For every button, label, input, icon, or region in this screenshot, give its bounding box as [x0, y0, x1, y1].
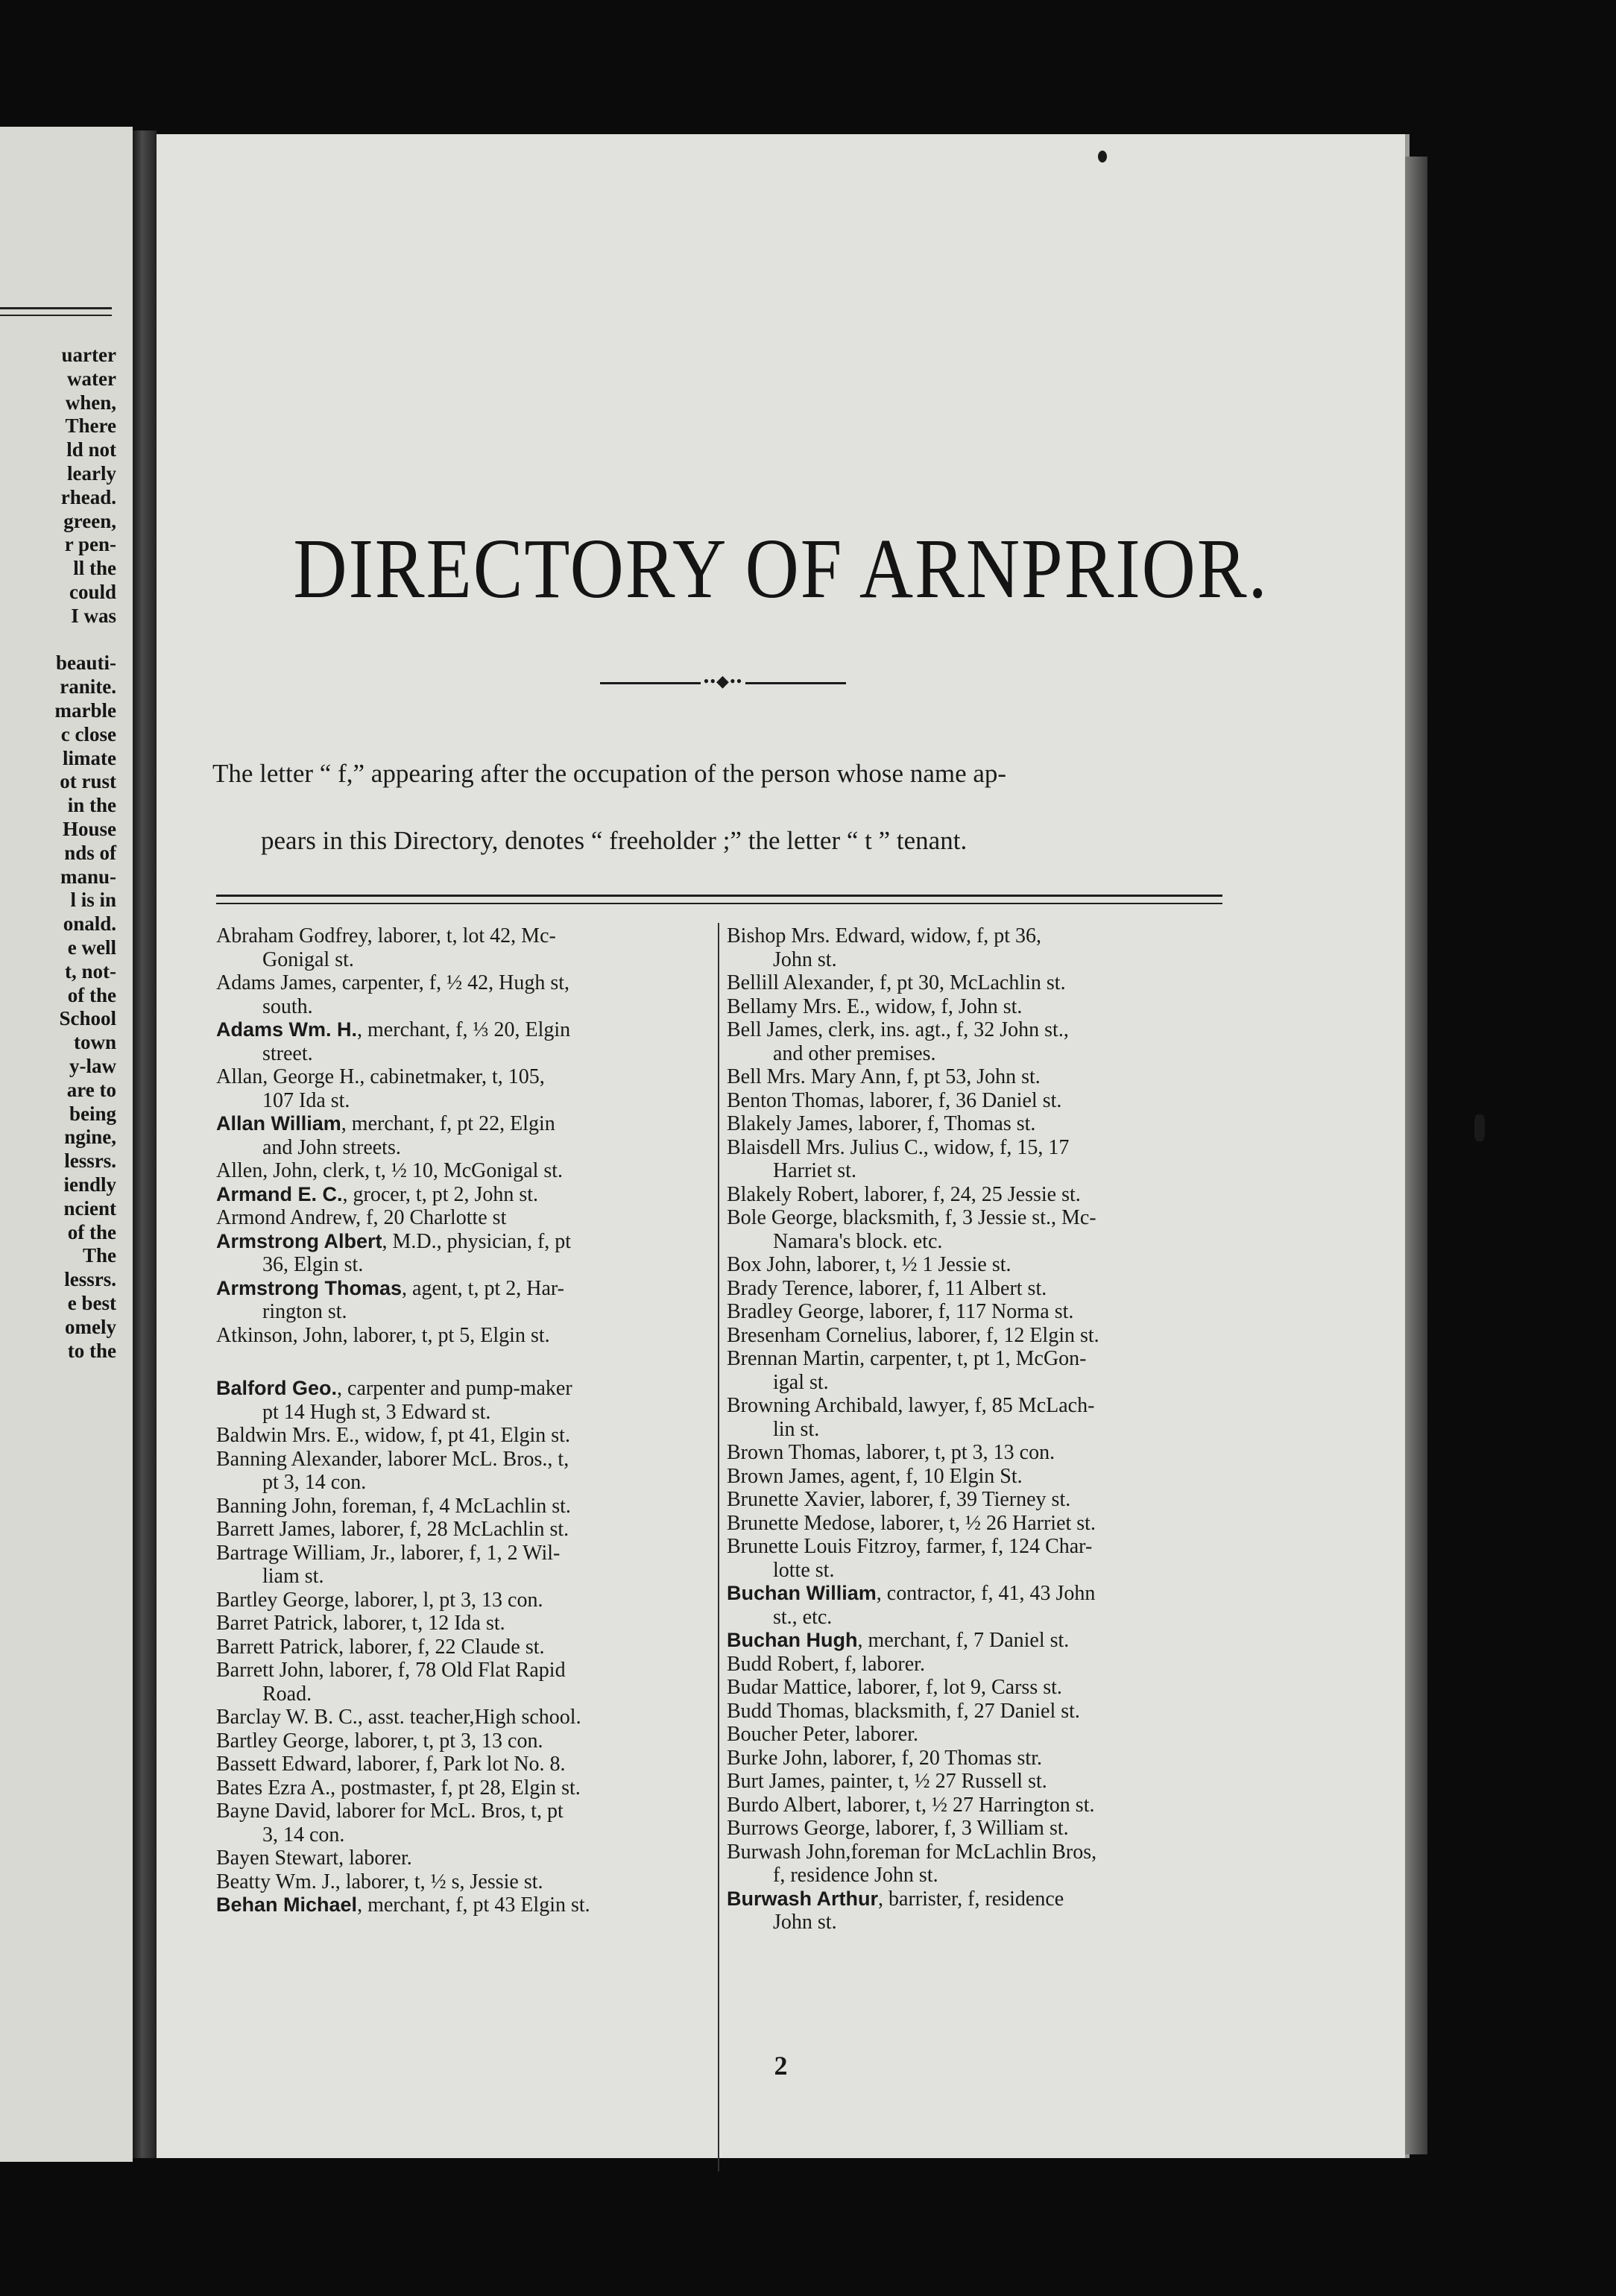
adjacent-page-line: ncient [63, 1196, 116, 1220]
directory-entry [727, 1183, 1226, 1207]
entry-name: Budd Robert [727, 1652, 834, 1676]
entry-continuation: lin st. [773, 1417, 820, 1441]
directory-entry [727, 1347, 1226, 1394]
directory-entry [727, 1841, 1226, 1887]
directory-entry [216, 1659, 716, 1706]
adjacent-page-line: manu- [60, 865, 116, 888]
entry-name: Allen, John [216, 1159, 313, 1182]
adjacent-page-line: t, not- [65, 959, 116, 983]
directory-entry [727, 1629, 1226, 1653]
entry-name: Burt James [727, 1770, 821, 1793]
entry-name: Bell Mrs. Mary Ann [727, 1065, 897, 1088]
directory-entry [216, 1612, 716, 1636]
entry-details: , f, pt 30, McLachlin st. [868, 971, 1066, 994]
directory-entry [216, 1729, 716, 1753]
directory-entry [727, 1770, 1226, 1794]
entry-details: , laborer for McL. Bros, t, pt [325, 1800, 564, 1823]
adjacent-page-line: ranite. [60, 675, 116, 698]
entry-details: , grocer, t, pt 2, John st. [342, 1182, 539, 1206]
adjacent-page-line: ot rust [60, 770, 116, 793]
entry-details: , laborer, t, ½ 27 Harrington st. [836, 1793, 1095, 1817]
directory-entry [727, 1065, 1226, 1089]
entry-spacer [216, 1347, 716, 1377]
entry-name: Brown Thomas [727, 1441, 856, 1464]
directory-entry [727, 1253, 1226, 1277]
ink-speck [1098, 151, 1107, 163]
section-divider [216, 895, 1222, 904]
directory-entry [727, 1582, 1226, 1629]
directory-entry [727, 924, 1226, 971]
adjacent-page-line: y-law [69, 1055, 116, 1077]
directory-entry [727, 1441, 1226, 1465]
adjacent-page-line: water [67, 367, 116, 390]
entry-name: Armstrong Thomas [216, 1276, 403, 1299]
entry-name: Bellill Alexander [727, 971, 869, 994]
entry-continuation: south. [262, 994, 313, 1018]
entry-details: , laborer, f, lot 9, Carss st. [846, 1676, 1062, 1699]
directory-entry [216, 1589, 716, 1612]
directory-entry [727, 1723, 1226, 1747]
entry-name: Budd Thomas [727, 1699, 845, 1723]
entry-name: Brunette Medose [727, 1511, 871, 1535]
entry-name: Benton Thomas [727, 1088, 859, 1112]
entry-details: , blacksmith, f, 3 Jessie st., Mc- [832, 1206, 1096, 1229]
title-ornament: ••◆•• [600, 678, 846, 689]
directory-entry [727, 1747, 1226, 1770]
adjacent-page-line: onald. [63, 912, 116, 936]
directory-entry [727, 995, 1226, 1019]
entry-details: , laborer, f, 22 Claude st. [338, 1635, 545, 1659]
entry-details: , laborer. [338, 1846, 412, 1870]
entry-name: Barrett Patrick [216, 1635, 339, 1659]
entry-continuation: 36, Elgin st. [262, 1253, 364, 1276]
adjacent-page-line: green, [63, 509, 116, 532]
directory-entry [216, 924, 716, 971]
entry-details: , laborer McL. Bros., t, [376, 1447, 569, 1471]
entry-continuation: lotte st. [773, 1558, 835, 1582]
adjacent-page-line: ld not [66, 438, 116, 461]
entry-details: , cabinetmaker, t, 105, [359, 1065, 545, 1088]
directory-column-right [727, 924, 1226, 1934]
entry-name: Barclay W. B. C. [216, 1706, 358, 1729]
adjacent-page-line: beauti- [56, 652, 116, 675]
adjacent-page-line: ll the [73, 557, 116, 580]
directory-entry [216, 1776, 716, 1800]
directory-entry [727, 1206, 1226, 1253]
entry-continuation: and other premises. [773, 1041, 936, 1065]
directory-entry [216, 1324, 716, 1348]
directory-entry [216, 1800, 716, 1846]
adjacent-page-line: rhead. [60, 485, 116, 508]
entry-details: , agent, t, pt 2, Har- [402, 1276, 564, 1300]
directory-entry [216, 1706, 716, 1729]
entry-details: , agent, f, 10 Elgin St. [839, 1464, 1023, 1488]
entry-name: Banning Alexander [216, 1447, 377, 1471]
entry-details: , widow, f, pt 41, Elgin st. [354, 1424, 570, 1447]
entry-continuation: Namara's block. etc. [773, 1229, 943, 1253]
directory-entry [727, 1300, 1226, 1324]
entry-details: , laborer, f, 117 Norma st. [859, 1300, 1074, 1323]
adjacent-page-line: r pen- [64, 533, 116, 556]
adjacent-page-line: omely [65, 1315, 116, 1338]
entry-details: , laborer, t, ½ 26 Harriet st. [870, 1511, 1096, 1535]
entry-name: Barrett John [216, 1659, 319, 1682]
directory-entry [216, 1230, 716, 1277]
entry-name: Burwash John [727, 1840, 846, 1864]
entry-name: Behan Michael [216, 1893, 358, 1916]
entry-name: Beatty Wm. J. [216, 1870, 335, 1893]
entry-details: , f, 20 Charlotte st [356, 1206, 507, 1229]
entry-details: , carpenter and pump-maker [337, 1377, 572, 1400]
entry-continuation: pt 3, 14 con. [262, 1471, 367, 1494]
adjacent-page-rule [0, 307, 112, 316]
entry-name: Bell James [727, 1018, 818, 1041]
entry-name: Burke John [727, 1746, 823, 1770]
entry-name: Brady Terence [727, 1276, 849, 1300]
adjacent-page-line: e well [67, 936, 116, 959]
entry-name: Armand E. C. [216, 1182, 343, 1205]
adjacent-page-line: e best [67, 1292, 116, 1314]
adjacent-page-line: House [62, 818, 116, 840]
entry-name: Buchan William [727, 1582, 877, 1604]
entry-continuation: liam st. [262, 1565, 324, 1588]
entry-details: , widow, f, John st. [865, 994, 1023, 1018]
entry-name: Allan William [216, 1112, 341, 1135]
entry-details: , clerk, ins. agt., f, 32 John st., [818, 1018, 1069, 1041]
entry-continuation: and John streets. [262, 1135, 401, 1159]
entry-name: Box John [727, 1253, 807, 1276]
adjacent-page-line: uarter [61, 344, 116, 366]
directory-entry [216, 1542, 716, 1589]
entry-details: , merchant, f, pt 22, Elgin [341, 1112, 555, 1135]
adjacent-page-line: lessrs. [64, 1268, 116, 1291]
entry-name: Buchan Hugh [727, 1629, 858, 1651]
column-divider [718, 923, 719, 2172]
adjacent-page-line: lessrs. [64, 1149, 116, 1173]
entry-name: Balford Geo. [216, 1377, 338, 1399]
entry-details: , laborer, f, 11 Albert st. [848, 1276, 1047, 1300]
entry-name: Burdo Albert [727, 1793, 836, 1817]
page-edge [1405, 157, 1427, 2154]
adjacent-page-line: being [69, 1102, 116, 1125]
entry-details: , laborer, f, Park lot No. 8. [346, 1753, 566, 1776]
entry-details: , laborer, f, 24, 25 Jessie st. [853, 1182, 1081, 1206]
entry-details: , merchant, f, 7 Daniel st. [857, 1629, 1070, 1652]
entry-continuation: street. [262, 1041, 313, 1065]
adjacent-page-line: The [82, 1244, 116, 1267]
entry-details: , farmer, f, 124 Char- [915, 1535, 1093, 1558]
adjacent-page-line: town [73, 1031, 116, 1054]
entry-name: Blaisdell Mrs. Julius C. [727, 1135, 924, 1159]
entry-name: Boucher Peter [727, 1723, 845, 1746]
directory-entry [727, 1653, 1226, 1677]
entry-details: , laborer, t, pt 3, 13 con. [344, 1729, 543, 1753]
entry-name: Bellamy Mrs. E. [727, 994, 865, 1018]
entry-details: , laborer, f, 36 Daniel st. [859, 1088, 1062, 1112]
adjacent-page-line: ngine, [64, 1126, 116, 1149]
entry-details: ,foreman for McLachlin Bros, [845, 1840, 1097, 1864]
legend-note-line-2: pears in this Directory, denotes “ freeholder ;” the letter “ t ” tenant. [261, 826, 968, 855]
directory-entry [727, 1089, 1226, 1113]
entry-details: , clerk, t, ½ 10, McGonigal st. [312, 1159, 564, 1182]
directory-entry [727, 1136, 1226, 1183]
entry-details: , M.D., physician, f, pt [382, 1229, 572, 1253]
entry-details: , laborer, f, 3 William st. [865, 1817, 1069, 1840]
entry-name: Abraham Godfrey [216, 924, 367, 947]
directory-entry [216, 1636, 716, 1659]
entry-details: , lawyer, f, 85 McLach- [897, 1394, 1095, 1417]
entry-name: Barrett James [216, 1518, 331, 1541]
entry-details: , postmaster, f, pt 28, Elgin st. [330, 1776, 581, 1800]
entry-details: , laborer, f, 28 McLachlin st. [330, 1518, 569, 1541]
directory-entry [727, 1465, 1226, 1489]
entry-details: , painter, t, ½ 27 Russell st. [820, 1770, 1047, 1793]
entry-details: , laborer. [845, 1723, 919, 1746]
entry-continuation: pt 14 Hugh st, 3 Edward st. [262, 1400, 491, 1424]
adjacent-page-line: of the [67, 1220, 116, 1243]
entry-continuation: 3, 14 con. [262, 1823, 345, 1846]
entry-name: Bresenham Cornelius [727, 1323, 907, 1347]
directory-entry [216, 1206, 716, 1230]
directory-entry [727, 1817, 1226, 1841]
entry-details: , barrister, f, residence [878, 1887, 1064, 1911]
entry-details: , laborer, t, 12 Ida st. [332, 1612, 505, 1635]
directory-entry [216, 1112, 716, 1159]
entry-details: , laborer, t, ½ 1 Jessie st. [806, 1253, 1011, 1276]
directory-entry [727, 1794, 1226, 1817]
directory-entry [216, 1893, 716, 1917]
entry-details: , f, laborer. [833, 1652, 925, 1676]
entry-name: Browning Archibald [727, 1394, 898, 1417]
entry-name: Atkinson, John [216, 1323, 343, 1347]
entry-name: Brown James [727, 1464, 840, 1488]
entry-name: Budar Mattice [727, 1676, 847, 1699]
directory-entry [216, 971, 716, 1018]
entry-name: Bassett Edward [216, 1753, 347, 1776]
adjacent-page-line: are to [66, 1078, 116, 1101]
entry-name: Brennan Martin [727, 1347, 860, 1370]
entry-continuation: rington st. [262, 1300, 347, 1323]
entry-name: Adams James [216, 971, 332, 994]
adjacent-page-line: in the [67, 794, 116, 817]
entry-name: Bayne David [216, 1800, 326, 1823]
entry-continuation: igal st. [773, 1370, 829, 1394]
entry-details: , laborer, l, pt 3, 13 con. [344, 1588, 543, 1612]
entry-name: Baldwin Mrs. E. [216, 1424, 355, 1447]
entry-name: Blakely James [727, 1112, 848, 1135]
entry-name: Armond Andrew [216, 1206, 356, 1229]
entry-details: , foreman, f, 4 McLachlin st. [331, 1494, 571, 1518]
entry-continuation: Harriet st. [773, 1159, 856, 1182]
directory-entry [727, 1112, 1226, 1136]
entry-details: , laborer, f, 20 Thomas str. [822, 1746, 1042, 1770]
entry-continuation: f, residence John st. [773, 1864, 938, 1887]
directory-entry [727, 1394, 1226, 1441]
directory-entry [216, 1753, 716, 1776]
directory-entry [727, 1324, 1226, 1348]
directory-entry [216, 1495, 716, 1518]
entry-name: Bradley George [727, 1300, 859, 1323]
entry-details: , laborer, t, ½ s, Jessie st. [335, 1870, 543, 1893]
entry-details: , laborer, f, 1, 2 Wil- [390, 1541, 561, 1565]
entry-details: , widow, f, pt 36, [900, 924, 1042, 947]
entry-details: , carpenter, t, pt 1, McGon- [859, 1347, 1087, 1370]
entry-name: Bole George [727, 1206, 833, 1229]
directory-entry [216, 1065, 716, 1112]
entry-details: , laborer, t, pt 3, 13 con. [855, 1441, 1055, 1464]
page-title: DIRECTORY OF ARNPRIOR. [293, 520, 1269, 616]
entry-name: Banning John [216, 1494, 332, 1518]
adjacent-page-fragment [0, 127, 133, 2162]
entry-continuation: Gonigal st. [262, 947, 354, 971]
entry-name: Burwash Arthur [727, 1887, 879, 1910]
adjacent-page-line: could [69, 581, 116, 603]
entry-name: Brunette Xavier [727, 1488, 860, 1511]
directory-page [157, 134, 1405, 2158]
adjacent-page-line: limate [63, 746, 116, 769]
entry-details: , laborer, t, lot 42, Mc- [367, 924, 556, 947]
directory-entry [216, 1870, 716, 1894]
entry-name: Brunette Louis Fitzroy [727, 1535, 916, 1558]
directory-entry [216, 1846, 716, 1870]
directory-entry [727, 1887, 1226, 1934]
adjacent-page-line: c close [60, 722, 116, 745]
directory-column-left [216, 924, 716, 1917]
page-number: 2 [774, 2051, 788, 2081]
entry-details: , merchant, f, ⅓ 20, Elgin [357, 1018, 571, 1041]
directory-entry [727, 1700, 1226, 1723]
entry-name: Allan, George H. [216, 1065, 360, 1088]
directory-entry [216, 1448, 716, 1495]
adjacent-page-line: I was [71, 604, 116, 627]
directory-entry [727, 1488, 1226, 1512]
entry-name: Bartrage William, Jr. [216, 1541, 391, 1565]
adjacent-page-line: to the [67, 1339, 116, 1362]
adjacent-page-line: l is in [70, 889, 116, 912]
entry-details: , laborer, f, Thomas st. [848, 1112, 1036, 1135]
entry-continuation: Road. [262, 1682, 312, 1706]
directory-entry [216, 1518, 716, 1542]
directory-entry [216, 1018, 716, 1065]
entry-details: , f, pt 53, John st. [896, 1065, 1041, 1088]
directory-entry [727, 1512, 1226, 1536]
entry-details: , contractor, f, 41, 43 John [876, 1582, 1096, 1605]
adjacent-page-line: iendly [63, 1173, 116, 1196]
adjacent-page-line: when, [65, 391, 116, 414]
entry-name: Armstrong Albert [216, 1229, 382, 1252]
entry-details: , laborer, f, 39 Tierney st. [859, 1488, 1071, 1511]
entry-details: , widow, f, 15, 17 [923, 1135, 1070, 1159]
entry-name: Burrows George [727, 1817, 865, 1840]
entry-name: Blakely Robert [727, 1182, 854, 1206]
directory-entry [216, 1277, 716, 1324]
entry-details: , blacksmith, f, 27 Daniel st. [844, 1699, 1080, 1723]
entry-details: , asst. teacher,High school. [357, 1706, 581, 1729]
entry-continuation: 107 Ida st. [262, 1088, 350, 1112]
entry-name: Adams Wm. H. [216, 1018, 358, 1041]
directory-entry [216, 1424, 716, 1448]
entry-name: Bishop Mrs. Edward [727, 924, 900, 947]
entry-continuation: John st. [773, 1911, 837, 1934]
adjacent-page-line: marble [54, 699, 116, 722]
entry-details: , laborer, t, pt 5, Elgin st. [342, 1323, 550, 1347]
ink-speck [1474, 1114, 1485, 1141]
directory-entry [216, 1159, 716, 1183]
entry-details: , carpenter, f, ½ 42, Hugh st, [331, 971, 570, 994]
book-gutter [133, 130, 157, 2158]
directory-entry [727, 971, 1226, 995]
entry-details: , laborer, f, 12 Elgin st. [906, 1323, 1099, 1347]
entry-details: , merchant, f, pt 43 Elgin st. [357, 1893, 590, 1917]
directory-entry [727, 1535, 1226, 1582]
adjacent-page-line: of the [67, 983, 116, 1006]
adjacent-page-line: learly [67, 462, 116, 485]
adjacent-page-line: There [65, 414, 116, 438]
adjacent-page-line: nds of [64, 841, 116, 864]
entry-continuation: John st. [773, 947, 837, 971]
entry-continuation: st., etc. [773, 1605, 833, 1629]
entry-name: Bartley George [216, 1588, 344, 1612]
entry-name: Bartley George [216, 1729, 344, 1753]
directory-entry [727, 1676, 1226, 1700]
entry-name: Bates Ezra A. [216, 1776, 331, 1800]
legend-note-line-1: The letter “ f,” appearing after the occupation of the person whose name ap- [212, 759, 1007, 788]
entry-name: Bayen Stewart [216, 1846, 339, 1870]
directory-entry [727, 1018, 1226, 1065]
entry-name: Barret Patrick [216, 1612, 333, 1635]
adjacent-page-line: School [59, 1007, 116, 1030]
directory-entry [216, 1377, 716, 1424]
directory-entry [727, 1277, 1226, 1301]
directory-entry [216, 1183, 716, 1207]
entry-details: , laborer, f, 78 Old Flat Rapid [318, 1659, 566, 1682]
